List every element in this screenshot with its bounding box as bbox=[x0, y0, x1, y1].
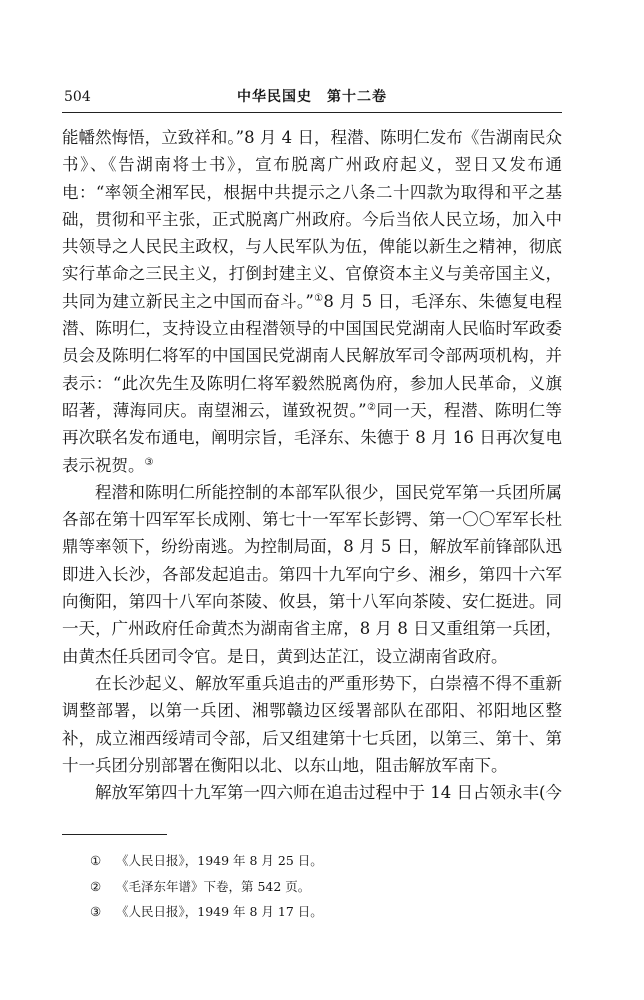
paragraph-3: 在长沙起义、解放军重兵追击的严重形势下，白崇禧不得不重新调整部署，以第一兵团、湘鄂赣边区绥署部队在邵阳、祁阳地区整补，成立湘西绥靖司令部，后又组建第十七兵团，以第三、第十、第十一兵团分别部署在衡阳以北、以东山地，阻击解放军南下。 bbox=[62, 673, 562, 775]
footnote-rule bbox=[62, 834, 167, 835]
footnote-mark: ① bbox=[90, 853, 102, 868]
running-title: 中华民国史 第十二卷 bbox=[237, 89, 387, 105]
paragraph-1 bbox=[62, 124, 562, 479]
paragraph-1-part-1: 能幡然悔悟，立致祥和。”8 月 4 日，程潜、陈明仁发布《告湖南民众书》、《告湖南将士书》，宣布脱离广州政府起义，翌日又发布通电：“率领全湘军民，根据中共提示之八条二十四款为取得和平之基础，贯彻和平主张，正式脱离广州政府。今后当依人民立场，加入中共领导之人民民主政权，与人民军队为伍，俾能以新生之精神，彻底实行革命之三民主义，打倒封建主义、官僚资本主义与美帝国主义，共同为建立新民主之中国而奋斗。” bbox=[62, 128, 562, 311]
paragraph-1-part-2: 8 月 5 日，毛泽东、朱德复电程潜、陈明仁，支持设立由程潜领导的中国国民党湖南人民临时军政委员会及陈明仁将军的中国国民党湖南人民解放军司令部两项机构，并表示：“此次先生及陈明仁将军毅然脱离伪府，参加人民革命，义旗昭著，薄海同庆。南望湘云，谨致祝贺。” bbox=[62, 291, 563, 420]
header-rule bbox=[62, 112, 562, 113]
footnote-2 bbox=[90, 874, 550, 900]
footnote-text: 《毛泽东年谱》下卷，第 542 页。 bbox=[116, 878, 311, 894]
footnote-3 bbox=[90, 899, 550, 925]
paragraph-2: 程潜和陈明仁所能控制的本部军队很少，国民党军第一兵团所属各部在第十四军军长成刚、第七十一军军长彭锷、第一〇〇军军长杜鼎等率领下，纷纷南逃。为控制局面，8 月 5 日，解放军前锋部队迅即进入长沙，各部发起追击。第四十九军向宁乡、湘乡，第四十六军向衡阳，第四十八军向茶陵、攸县，第十八军向茶陵、安仁挺进。同一天，广州政府任命黄杰为湖南省主席，8 月 8 日又重组第一兵团，由黄杰任兵团司令官。是日，黄到达芷江，设立湖南省政府。 bbox=[62, 482, 562, 666]
body-text bbox=[62, 124, 562, 806]
footnote-text: 《人民日报》，1949 年 8 月 17 日。 bbox=[116, 904, 323, 919]
footnote-mark: ② bbox=[90, 878, 102, 894]
footnote-mark: ③ bbox=[90, 904, 102, 919]
page-header bbox=[62, 86, 562, 108]
footnote-text: 《人民日报》，1949 年 8 月 25 日。 bbox=[116, 853, 323, 868]
footnotes bbox=[90, 848, 550, 925]
page-number: 504 bbox=[64, 89, 91, 105]
footnote-1 bbox=[90, 848, 550, 874]
paragraph-4: 解放军第四十九军第一四六师在追击过程中于 14 日占领永丰(今 bbox=[95, 783, 562, 803]
paragraph-1-part-3: 同一天，程潜、陈明仁等再次联名发布通电，阐明宗旨，毛泽东、朱德于 8 月 16 日再次复电表示祝贺。 bbox=[62, 400, 563, 475]
footnote-ref-1: ① bbox=[313, 292, 324, 304]
footnote-ref-2: ② bbox=[366, 401, 377, 413]
footnote-ref-3: ③ bbox=[144, 456, 154, 468]
